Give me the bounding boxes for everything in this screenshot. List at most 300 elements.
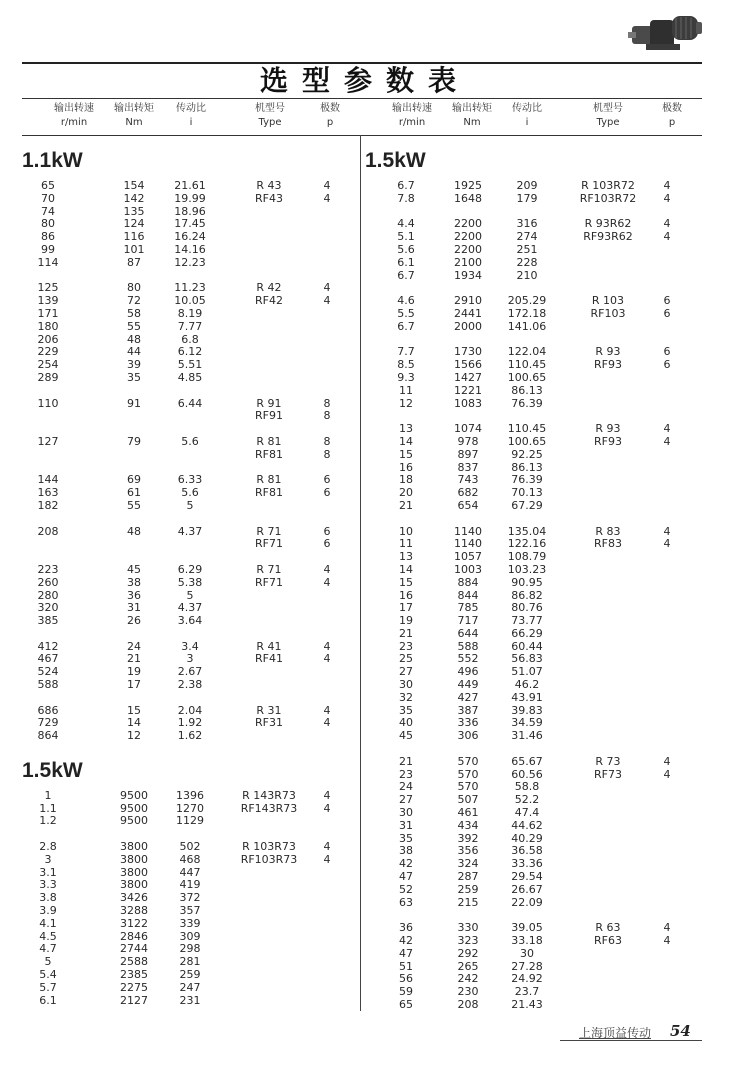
speed-cell: 25 <box>399 652 413 666</box>
row-group <box>365 756 705 910</box>
torque-cell: 1648 <box>454 191 482 205</box>
speed-cell: 24 <box>399 780 413 794</box>
torque-cell: 1074 <box>454 422 482 436</box>
torque-cell: 3800 <box>120 865 148 879</box>
ratio-cell: 5.38 <box>177 575 203 589</box>
ratio-cell: 2.04 <box>177 703 203 717</box>
speed-cell: 5 <box>44 955 52 969</box>
speed-cell: 5.1 <box>397 230 415 244</box>
speed-cell: 63 <box>399 895 413 909</box>
speed-cell: 56 <box>399 972 413 986</box>
ratio-cell: 1.62 <box>177 729 203 743</box>
ratio-cell: 5.51 <box>177 358 203 372</box>
speed-cell: 65 <box>41 179 55 192</box>
torque-cell: 3800 <box>120 852 148 866</box>
speed-cell: 35 <box>399 831 413 845</box>
speed-cell: 19 <box>399 614 413 628</box>
speed-cell: 467 <box>37 652 59 666</box>
speed-cell: 4.6 <box>397 294 415 308</box>
torque-cell: 2910 <box>454 294 482 308</box>
table-row <box>22 449 357 462</box>
torque-cell: 101 <box>123 242 145 256</box>
torque-cell: 154 <box>123 179 145 192</box>
type-cell: R 81 <box>256 473 282 487</box>
ratio-cell: 33.36 <box>511 857 543 871</box>
ratio-cell: 23.7 <box>514 985 540 999</box>
table-row <box>365 257 705 270</box>
table-row <box>365 897 705 910</box>
ratio-cell: 103.23 <box>507 562 547 576</box>
right-header-1 <box>442 102 502 130</box>
ratio-cell: 419 <box>179 878 201 892</box>
row-group <box>22 180 357 270</box>
speed-cell: 114 <box>37 255 59 269</box>
speed-cell: 36 <box>399 921 413 935</box>
speed-cell: 1.2 <box>39 814 57 828</box>
torque-cell: 496 <box>457 665 479 679</box>
type-cell: RF103 <box>590 306 626 320</box>
table-row <box>22 995 357 1008</box>
speed-cell: 99 <box>41 242 55 256</box>
speed-cell: 1.1 <box>39 801 57 815</box>
ratio-cell: 8.19 <box>177 306 203 320</box>
table-row <box>22 730 357 743</box>
torque-cell: 2275 <box>120 980 148 994</box>
torque-cell: 844 <box>457 588 479 602</box>
row-group <box>22 790 357 828</box>
poles-cell: 6 <box>663 294 671 308</box>
speed-cell: 6.7 <box>397 268 415 282</box>
ratio-cell: 39.05 <box>511 921 543 935</box>
torque-cell: 644 <box>457 626 479 640</box>
speed-cell: 171 <box>37 306 59 320</box>
type-cell: RF103R72 <box>579 191 637 205</box>
speed-cell: 17 <box>399 601 413 615</box>
speed-cell: 11 <box>399 383 413 397</box>
speed-cell: 182 <box>37 498 59 512</box>
torque-cell: 9500 <box>120 814 148 828</box>
poles-cell: 4 <box>663 524 671 538</box>
speed-cell: 27 <box>399 793 413 807</box>
type-cell: R 43 <box>256 179 282 192</box>
torque-cell: 387 <box>457 703 479 717</box>
speed-cell: 3.3 <box>39 878 57 892</box>
speed-cell: 3.1 <box>39 865 57 879</box>
torque-cell: 36 <box>127 588 141 602</box>
speed-cell: 412 <box>37 639 59 653</box>
torque-cell: 48 <box>127 332 141 346</box>
torque-cell: 330 <box>457 921 479 935</box>
speed-cell: 27 <box>399 665 413 679</box>
type-cell: R 83 <box>595 524 621 538</box>
table-row <box>22 538 357 551</box>
table-row <box>365 487 705 500</box>
table-row <box>365 500 705 513</box>
poles-cell: 4 <box>663 921 671 935</box>
table-row <box>365 372 705 385</box>
type-cell: R 103R73 <box>242 840 296 854</box>
torque-cell: 265 <box>457 959 479 973</box>
torque-cell: 2441 <box>454 306 482 320</box>
torque-cell: 837 <box>457 460 479 474</box>
torque-cell: 434 <box>457 818 479 832</box>
speed-cell: 32 <box>399 690 413 704</box>
torque-cell: 24 <box>127 639 141 653</box>
speed-cell: 5.5 <box>397 306 415 320</box>
torque-cell: 38 <box>127 575 141 589</box>
table-row <box>365 270 705 283</box>
right-header-2 <box>502 102 552 130</box>
speed-cell: 21 <box>399 498 413 512</box>
ratio-cell: 251 <box>516 242 538 256</box>
table-row <box>365 679 705 692</box>
left-header-0 <box>44 102 104 130</box>
table-row <box>365 820 705 833</box>
torque-cell: 427 <box>457 690 479 704</box>
row-group <box>22 436 357 462</box>
ratio-cell: 309 <box>179 929 201 943</box>
ratio-cell: 18.96 <box>174 204 206 218</box>
footer-rule <box>560 1040 702 1041</box>
ratio-cell: 110.45 <box>507 422 547 436</box>
ratio-cell: 6.33 <box>177 473 203 487</box>
ratio-cell: 24.92 <box>511 972 543 986</box>
torque-cell: 2200 <box>454 242 482 256</box>
speed-cell: 47 <box>399 870 413 884</box>
ratio-cell: 231 <box>179 993 201 1007</box>
type-cell: R 103 <box>591 294 625 308</box>
ratio-cell: 4.37 <box>177 601 203 615</box>
type-cell: R 41 <box>256 639 282 653</box>
speed-cell: 65 <box>399 998 413 1011</box>
type-cell: R 71 <box>256 524 282 538</box>
ratio-cell: 205.29 <box>507 294 547 308</box>
torque-cell: 69 <box>127 473 141 487</box>
row-group <box>22 841 357 1007</box>
torque-cell: 12 <box>127 729 141 743</box>
speed-cell: 180 <box>37 319 59 333</box>
row-group <box>365 295 705 333</box>
header-label-en: p <box>326 117 334 128</box>
header-label-en: Type <box>596 117 620 128</box>
table-row <box>365 436 705 449</box>
speed-cell: 3 <box>44 852 52 866</box>
section-title: 1.5kW <box>22 758 83 782</box>
torque-cell: 2846 <box>120 929 148 943</box>
table-row <box>22 526 357 539</box>
ratio-cell: 3.4 <box>181 639 199 653</box>
table-row <box>22 918 357 931</box>
table-row <box>365 308 705 321</box>
ratio-cell: 6.29 <box>177 562 203 576</box>
table-row <box>365 551 705 564</box>
speed-cell: 4.1 <box>39 916 57 930</box>
table-row <box>22 790 357 803</box>
table-row <box>365 577 705 590</box>
left-header-2 <box>166 102 216 130</box>
torque-cell: 3426 <box>120 891 148 905</box>
type-cell: RF83 <box>594 537 622 551</box>
torque-cell: 1140 <box>454 524 482 538</box>
ratio-cell: 122.04 <box>507 345 547 359</box>
poles-cell: 8 <box>323 434 331 448</box>
ratio-cell: 6.12 <box>177 345 203 359</box>
torque-cell: 1566 <box>454 358 482 372</box>
torque-cell: 1934 <box>454 268 482 282</box>
torque-cell: 230 <box>457 985 479 999</box>
speed-cell: 320 <box>37 601 59 615</box>
row-group <box>22 526 357 552</box>
torque-cell: 31 <box>127 601 141 615</box>
speed-cell: 4.7 <box>39 942 57 956</box>
ratio-cell: 372 <box>179 891 201 905</box>
table-row <box>365 385 705 398</box>
ratio-cell: 502 <box>179 840 201 854</box>
ratio-cell: 46.2 <box>514 678 540 692</box>
torque-cell: 14 <box>127 716 141 730</box>
speed-cell: 16 <box>399 588 413 602</box>
ratio-cell: 65.67 <box>511 754 543 768</box>
ratio-cell: 52.2 <box>514 793 540 807</box>
ratio-cell: 5 <box>186 498 194 512</box>
speed-cell: 163 <box>37 486 59 500</box>
speed-cell: 6.7 <box>397 319 415 333</box>
table-row <box>22 321 357 334</box>
section-title: 1.1kW <box>22 149 83 172</box>
ratio-cell: 1396 <box>176 788 204 802</box>
torque-cell: 2744 <box>120 942 148 956</box>
header-top-rule <box>22 98 702 99</box>
speed-cell: 11 <box>399 537 413 551</box>
speed-cell: 15 <box>399 575 413 589</box>
ratio-cell: 17.45 <box>174 217 206 231</box>
torque-cell: 2000 <box>454 319 482 333</box>
table-row <box>22 308 357 321</box>
header-label-en: Nm <box>463 117 481 128</box>
row-group <box>22 641 357 692</box>
type-cell: RF71 <box>255 537 283 551</box>
speed-cell: 20 <box>399 486 413 500</box>
type-cell: R 31 <box>256 703 282 717</box>
table-row <box>365 564 705 577</box>
ratio-cell: 92.25 <box>511 447 543 461</box>
ratio-cell: 16.24 <box>174 230 206 244</box>
ratio-cell: 39.83 <box>511 703 543 717</box>
table-row <box>365 935 705 948</box>
speed-cell: 30 <box>399 678 413 692</box>
type-cell: RF73 <box>594 767 622 781</box>
row-group <box>22 282 357 384</box>
torque-cell: 80 <box>127 281 141 295</box>
table-row <box>22 436 357 449</box>
poles-cell: 6 <box>323 537 331 551</box>
speed-cell: 45 <box>399 729 413 743</box>
ratio-cell: 6.8 <box>181 332 199 346</box>
torque-cell: 356 <box>457 844 479 858</box>
poles-cell: 4 <box>663 537 671 551</box>
poles-cell: 4 <box>323 281 331 295</box>
ratio-cell: 6.44 <box>177 396 203 410</box>
page-title: 选型参数表 <box>259 64 470 97</box>
type-cell: RF93 <box>594 434 622 448</box>
type-cell: RF93R62 <box>583 230 633 244</box>
speed-cell: 3.9 <box>39 904 57 918</box>
table-row <box>365 730 705 743</box>
torque-cell: 17 <box>127 678 141 692</box>
ratio-cell: 19.99 <box>174 191 206 205</box>
type-cell: RF43 <box>255 191 283 205</box>
header-label-en: r/min <box>398 117 426 128</box>
table-row <box>365 449 705 462</box>
speed-cell: 8.5 <box>397 358 415 372</box>
ratio-cell: 357 <box>179 904 201 918</box>
ratio-cell: 3.64 <box>177 614 203 628</box>
torque-cell: 72 <box>127 294 141 308</box>
speed-cell: 385 <box>37 614 59 628</box>
ratio-cell: 141.06 <box>507 319 547 333</box>
type-cell: R 93R62 <box>584 217 632 231</box>
ratio-cell: 86.13 <box>511 460 543 474</box>
table-row <box>22 410 357 423</box>
page-number: 54 <box>670 1022 691 1040</box>
speed-cell: 4.4 <box>397 217 415 231</box>
torque-cell: 323 <box>457 934 479 948</box>
ratio-cell: 58.8 <box>514 780 540 794</box>
torque-cell: 306 <box>457 729 479 743</box>
table-row <box>365 948 705 961</box>
table-row <box>22 244 357 257</box>
ratio-cell: 21.43 <box>511 998 543 1011</box>
speed-cell: 524 <box>37 665 59 679</box>
speed-cell: 40 <box>399 716 413 730</box>
type-cell: RF71 <box>255 575 283 589</box>
header-label-cn: 极数 <box>320 103 340 114</box>
ratio-cell: 76.39 <box>511 396 543 410</box>
speed-cell: 2.8 <box>39 840 57 854</box>
speed-cell: 206 <box>37 332 59 346</box>
gear-motor-illustration <box>626 6 706 56</box>
speed-cell: 7.7 <box>397 345 415 359</box>
ratio-cell: 1.92 <box>177 716 203 730</box>
torque-cell: 58 <box>127 306 141 320</box>
ratio-cell: 67.29 <box>511 498 543 512</box>
type-cell: R 103R72 <box>581 179 635 192</box>
torque-cell: 570 <box>457 780 479 794</box>
poles-cell: 4 <box>323 639 331 653</box>
type-cell: RF93 <box>594 358 622 372</box>
poles-cell: 4 <box>323 840 331 854</box>
speed-cell: 144 <box>37 473 59 487</box>
table-row <box>365 807 705 820</box>
ratio-cell: 70.13 <box>511 486 543 500</box>
torque-cell: 1427 <box>454 370 482 384</box>
ratio-cell: 7.77 <box>177 319 203 333</box>
header-label-cn: 输出转矩 <box>452 103 492 114</box>
header-label-en: i <box>189 117 193 128</box>
table-row <box>22 564 357 577</box>
type-cell: RF91 <box>255 409 283 423</box>
ratio-cell: 100.65 <box>507 370 547 384</box>
table-row <box>22 577 357 590</box>
torque-cell: 785 <box>457 601 479 615</box>
left-header-1 <box>104 102 164 130</box>
poles-cell: 4 <box>323 191 331 205</box>
row-group <box>365 423 705 513</box>
ratio-cell: 4.37 <box>177 524 203 538</box>
poles-cell: 4 <box>663 217 671 231</box>
table-row <box>365 692 705 705</box>
type-cell: R 143R73 <box>242 788 296 802</box>
torque-cell: 259 <box>457 882 479 896</box>
speed-cell: 864 <box>37 729 59 743</box>
ratio-cell: 11.23 <box>174 281 206 295</box>
torque-cell: 3122 <box>120 916 148 930</box>
ratio-cell: 210 <box>516 268 538 282</box>
torque-cell: 21 <box>127 652 141 666</box>
type-cell: RF42 <box>255 294 283 308</box>
poles-cell: 4 <box>663 767 671 781</box>
torque-cell: 9500 <box>120 801 148 815</box>
torque-cell: 570 <box>457 767 479 781</box>
torque-cell: 978 <box>457 434 479 448</box>
speed-cell: 5.7 <box>39 980 57 994</box>
ratio-cell: 36.58 <box>511 844 543 858</box>
ratio-cell: 339 <box>179 916 201 930</box>
table-row <box>365 321 705 334</box>
ratio-cell: 1129 <box>176 814 204 828</box>
torque-cell: 552 <box>457 652 479 666</box>
poles-cell: 4 <box>323 716 331 730</box>
poles-cell: 4 <box>323 852 331 866</box>
torque-cell: 135 <box>123 204 145 218</box>
torque-cell: 588 <box>457 639 479 653</box>
torque-cell: 287 <box>457 870 479 884</box>
poles-cell: 4 <box>663 754 671 768</box>
torque-cell: 2100 <box>454 255 482 269</box>
speed-cell: 21 <box>399 626 413 640</box>
ratio-cell: 172.18 <box>507 306 547 320</box>
table-row <box>22 982 357 995</box>
ratio-cell: 27.28 <box>511 959 543 973</box>
speed-cell: 80 <box>41 217 55 231</box>
row-group <box>22 564 357 628</box>
header-label-cn: 传动比 <box>176 103 206 114</box>
speed-cell: 1 <box>44 788 52 802</box>
type-cell: R 71 <box>256 562 282 576</box>
table-row <box>22 969 357 982</box>
ratio-cell: 5.6 <box>181 486 199 500</box>
header-label-cn: 输出转速 <box>54 103 94 114</box>
speed-cell: 74 <box>41 204 55 218</box>
ratio-cell: 80.76 <box>511 601 543 615</box>
ratio-cell: 66.29 <box>511 626 543 640</box>
speed-cell: 47 <box>399 946 413 960</box>
right-header-3 <box>578 102 638 130</box>
header-label-en: r/min <box>60 117 88 128</box>
type-cell: R 63 <box>595 921 621 935</box>
ratio-cell: 122.16 <box>507 537 547 551</box>
ratio-cell: 34.59 <box>511 716 543 730</box>
torque-cell: 44 <box>127 345 141 359</box>
torque-cell: 1221 <box>454 383 482 397</box>
torque-cell: 507 <box>457 793 479 807</box>
torque-cell: 19 <box>127 665 141 679</box>
ratio-cell: 179 <box>516 191 538 205</box>
ratio-cell: 135.04 <box>507 524 547 538</box>
ratio-cell: 43.91 <box>511 690 543 704</box>
speed-cell: 35 <box>399 703 413 717</box>
torque-cell: 324 <box>457 857 479 871</box>
